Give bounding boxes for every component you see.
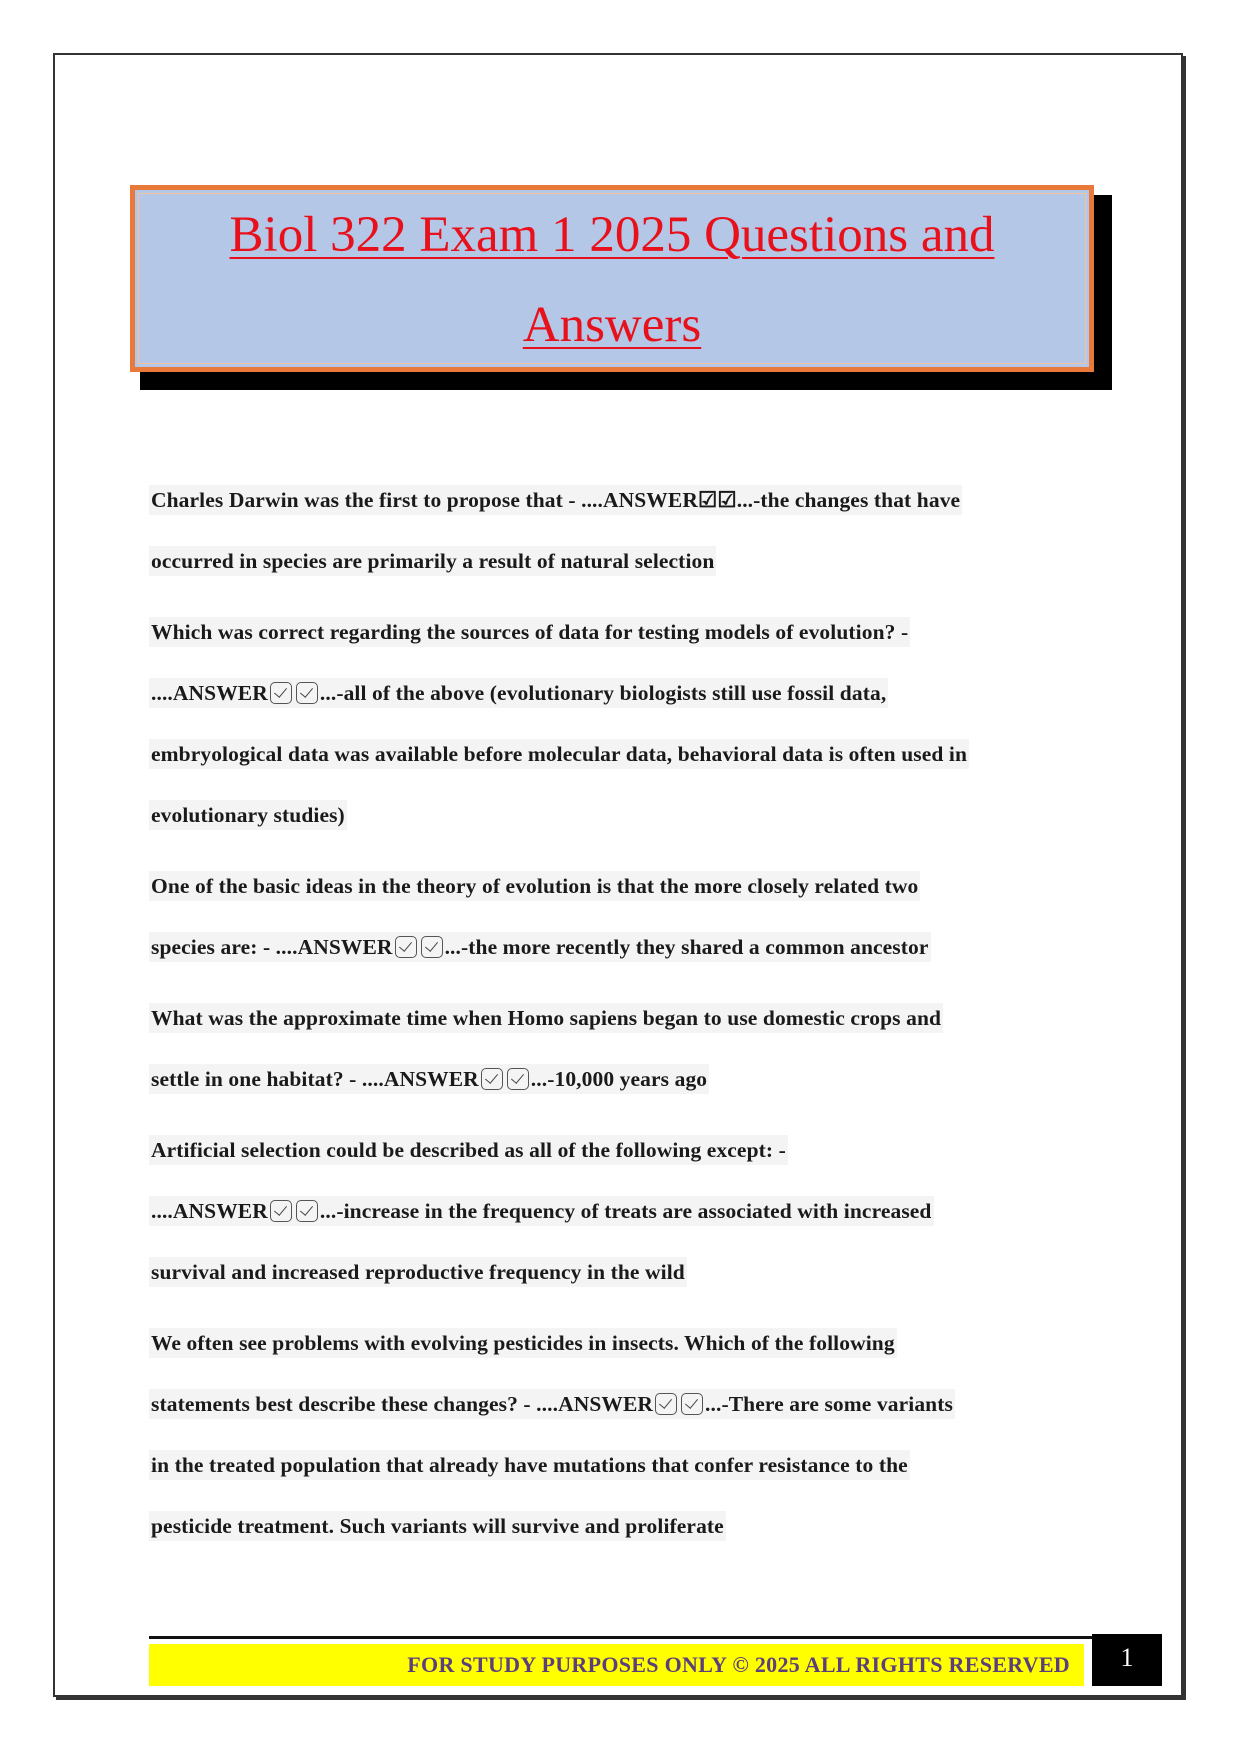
answer-prefix: Charles Darwin was the first to propose that - ....ANSWER bbox=[151, 488, 698, 512]
qa-line bbox=[149, 1049, 1079, 1110]
qa-line bbox=[149, 785, 1079, 846]
line-text: Which was correct regarding the sources of data for testing models of evolution? - bbox=[151, 620, 909, 644]
qa-line-text bbox=[149, 546, 716, 576]
answer-prefix: species are: - ....ANSWER bbox=[151, 935, 393, 959]
answer-text: ...-10,000 years ago bbox=[530, 1067, 708, 1091]
qa-line-text bbox=[149, 1135, 788, 1165]
page-number: 1 bbox=[1092, 1634, 1162, 1686]
qa-item bbox=[149, 1120, 1079, 1303]
check-icon bbox=[270, 1200, 292, 1222]
qa-line-text bbox=[149, 1328, 897, 1358]
qa-item bbox=[149, 470, 1079, 592]
qa-line-text bbox=[149, 800, 347, 830]
check-icon bbox=[395, 936, 417, 958]
answer-prefix: ....ANSWER bbox=[151, 1199, 268, 1223]
qa-line-text bbox=[149, 1389, 955, 1419]
qa-line bbox=[149, 988, 1079, 1049]
footer-text: FOR STUDY PURPOSES ONLY © 2025 ALL RIGHTS RESERVED bbox=[407, 1652, 1070, 1677]
check-icon bbox=[655, 1393, 677, 1415]
qa-item bbox=[149, 988, 1079, 1110]
document-title-line-2: Answers bbox=[522, 297, 702, 353]
title-banner bbox=[130, 185, 1102, 380]
footer-rule bbox=[149, 1636, 1122, 1639]
qa-line-text bbox=[149, 1196, 934, 1226]
qa-line bbox=[149, 856, 1079, 917]
check-icon bbox=[270, 682, 292, 704]
answer-text: ...-There are some variants bbox=[705, 1392, 953, 1416]
qa-line bbox=[149, 1496, 1079, 1557]
qa-line bbox=[149, 1242, 1079, 1303]
answer-prefix: statements best describe these changes? - ....ANSWER bbox=[151, 1392, 654, 1416]
line-text: in the treated population that already have mutations that confer resistance to the bbox=[151, 1453, 908, 1477]
line-text: pesticide treatment. Such variants will survive and proliferate bbox=[151, 1514, 724, 1538]
qa-line-text bbox=[149, 1511, 726, 1541]
answer-prefix: settle in one habitat? - ....ANSWER bbox=[151, 1067, 479, 1091]
qa-line-text bbox=[149, 1003, 943, 1033]
check-icon bbox=[481, 1068, 503, 1090]
line-text: We often see problems with evolving pesticides in insects. Which of the following bbox=[151, 1331, 895, 1355]
qa-line-text bbox=[149, 739, 969, 769]
check-icon bbox=[421, 936, 443, 958]
qa-line-text bbox=[149, 1450, 910, 1480]
answer-prefix: ....ANSWER bbox=[151, 681, 268, 705]
qa-line bbox=[149, 1313, 1079, 1374]
qa-line bbox=[149, 602, 1079, 663]
qa-line bbox=[149, 470, 1079, 531]
answer-text: ...-the changes that have bbox=[736, 488, 961, 512]
title-box bbox=[130, 185, 1094, 372]
qa-line bbox=[149, 917, 1079, 978]
qa-item bbox=[149, 602, 1079, 846]
qa-line bbox=[149, 1120, 1079, 1181]
line-text: One of the basic ideas in the theory of evolution is that the more closely related two bbox=[151, 874, 919, 898]
document-title-line-1: Biol 322 Exam 1 2025 Questions and bbox=[229, 207, 995, 263]
qa-item bbox=[149, 1313, 1079, 1557]
qa-line bbox=[149, 724, 1079, 785]
check-icon bbox=[296, 682, 318, 704]
answer-text: ...-the more recently they shared a common ancestor bbox=[444, 935, 929, 959]
line-text: embryological data was available before molecular data, behavioral data is often used in bbox=[151, 742, 968, 766]
line-text: survival and increased reproductive frequency in the wild bbox=[151, 1260, 685, 1284]
line-text: Artificial selection could be described as all of the following except: - bbox=[151, 1138, 786, 1162]
qa-line-text bbox=[149, 932, 931, 962]
qa-line bbox=[149, 663, 1079, 724]
checkbox-mark: ☑☑ bbox=[697, 488, 737, 512]
qa-line-text bbox=[149, 485, 962, 515]
answer-text: ...-increase in the frequency of treats are associated with increased bbox=[319, 1199, 932, 1223]
line-text: What was the approximate time when Homo sapiens began to use domestic crops and bbox=[151, 1006, 942, 1030]
qa-line-text bbox=[149, 871, 920, 901]
qa-line-text bbox=[149, 1257, 687, 1287]
line-text: evolutionary studies) bbox=[151, 803, 345, 827]
answer-text: ...-all of the above (evolutionary biologists still use fossil data, bbox=[319, 681, 887, 705]
line-text: occurred in species are primarily a result of natural selection bbox=[151, 549, 715, 573]
qa-line-text bbox=[149, 617, 910, 647]
qa-line-text bbox=[149, 1064, 709, 1094]
qa-line-text bbox=[149, 678, 888, 708]
check-icon bbox=[681, 1393, 703, 1415]
qa-line bbox=[149, 1181, 1079, 1242]
footer-band bbox=[149, 1644, 1084, 1686]
qa-item bbox=[149, 856, 1079, 978]
qa-line bbox=[149, 1374, 1079, 1435]
check-icon bbox=[296, 1200, 318, 1222]
qa-line bbox=[149, 531, 1079, 592]
qa-list bbox=[149, 470, 1079, 1567]
check-icon bbox=[507, 1068, 529, 1090]
qa-line bbox=[149, 1435, 1079, 1496]
